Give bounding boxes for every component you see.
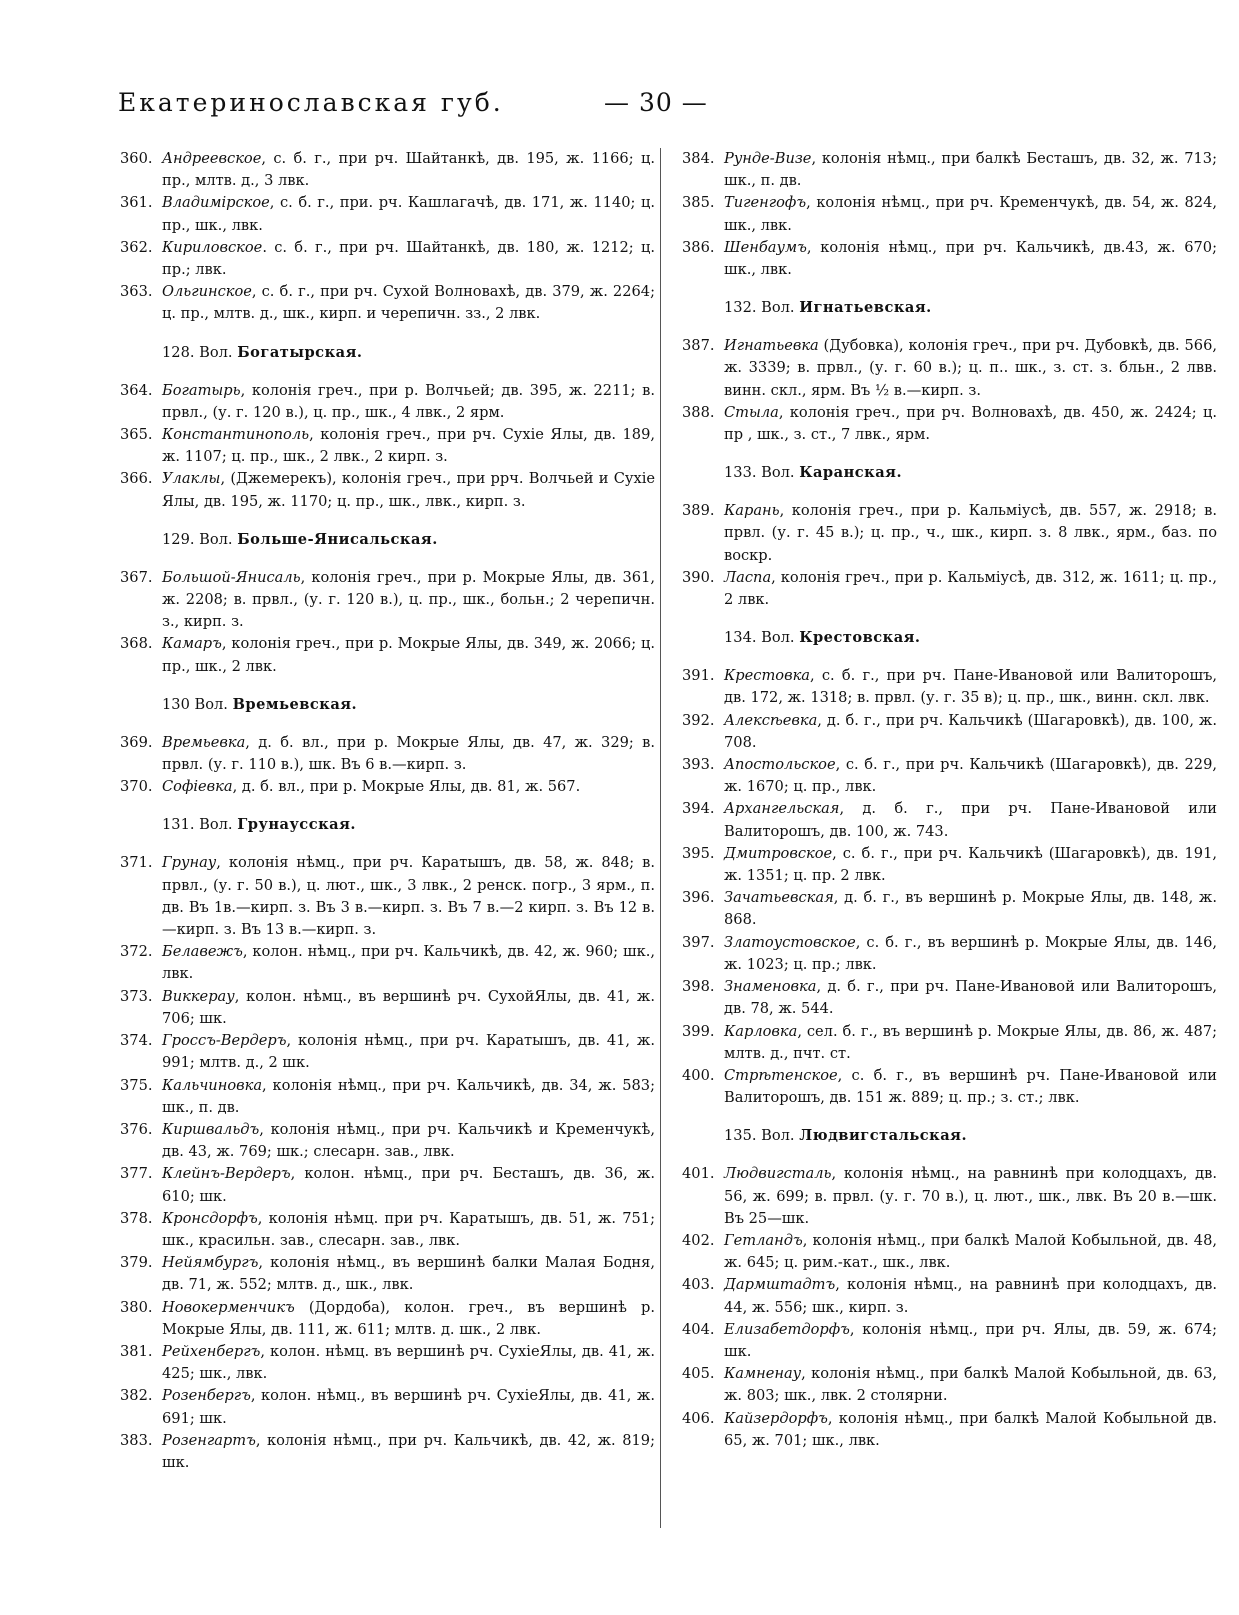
settlement-description: , колонія нѣмц., при балкѣ Бесташъ, дв. 32, ж. 713; шк., п. дв. bbox=[724, 150, 1217, 190]
entry-number: 379. bbox=[120, 1254, 153, 1272]
volost-prefix: Вол. bbox=[761, 1127, 795, 1145]
entry-number: 385. bbox=[682, 194, 715, 212]
settlement-entry bbox=[672, 932, 1217, 976]
settlement-description: , колонія греч., при рч. Волновахѣ, дв. 450, ж. 2424; ц. пр , шк., з. ст., 7 лвк., ярм. bbox=[724, 403, 1217, 444]
settlement-name: Киршвальдъ bbox=[162, 1120, 260, 1138]
settlement-description: , колонія нѣмц., при рч. Ялы, дв. 59, ж. 674; шк. bbox=[724, 1320, 1217, 1360]
volost-prefix: Вол. bbox=[761, 464, 795, 482]
settlement-name: Карань bbox=[724, 502, 780, 520]
settlement-entry bbox=[672, 1363, 1217, 1407]
settlement-name: Розенбергъ bbox=[162, 1387, 251, 1405]
settlement-entry bbox=[672, 1230, 1217, 1274]
settlement-entry bbox=[672, 843, 1217, 887]
settlement-description: , д. б. вл., при р. Мокрые Ялы, дв. 81, ж. 567. bbox=[232, 778, 581, 796]
settlement-description: , колонія нѣмц., при балкѣ Малой Кобыльной, дв. 63, ж. 803; шк., лвк. 2 столярни. bbox=[724, 1365, 1217, 1405]
settlement-name: Рейхенбергъ bbox=[162, 1342, 261, 1360]
volost-number: 134. bbox=[724, 629, 757, 647]
settlement-description: , колонія нѣмц., на равнинѣ при колодцахъ, дв. 44, ж. 556; шк., кирп. з. bbox=[724, 1276, 1217, 1316]
entry-number: 368. bbox=[120, 635, 153, 653]
volost-prefix: Вол. bbox=[199, 530, 233, 548]
volost-number: 133. bbox=[724, 464, 757, 482]
volost-heading bbox=[672, 1109, 1217, 1163]
entry-number: 402. bbox=[682, 1231, 715, 1249]
settlement-entry bbox=[672, 402, 1217, 446]
settlement-name: Игнатьевка bbox=[724, 337, 819, 355]
page-number: — 30 — bbox=[604, 88, 708, 117]
volost-name: Времьевская. bbox=[232, 695, 358, 713]
settlement-name: Елизабетдорфъ bbox=[724, 1320, 850, 1338]
entry-number: 388. bbox=[682, 403, 715, 421]
settlement-entry bbox=[672, 1163, 1217, 1230]
settlement-name: Камненау bbox=[724, 1365, 802, 1383]
entry-number: 371. bbox=[120, 854, 153, 872]
settlement-name: Большой-Янисаль bbox=[162, 568, 301, 586]
settlement-description: , колон. нѣмц. въ вершинѣ рч. СухіеЯлы, дв. 41, ж. 425; шк., лвк. bbox=[162, 1342, 655, 1383]
settlement-description: , колонія нѣмц., въ вершинѣ балки Малая Бодня, дв. 71, ж. 552; млтв. д., шк., лвк. bbox=[162, 1254, 655, 1294]
settlement-entry bbox=[672, 976, 1217, 1020]
settlement-entry bbox=[110, 237, 655, 281]
settlement-name: Алексѣевка bbox=[724, 711, 818, 729]
settlement-name: Улаклы bbox=[162, 470, 221, 488]
settlement-entry bbox=[110, 852, 655, 941]
volost-name: Грунаусская. bbox=[237, 816, 356, 834]
settlement-entry bbox=[110, 424, 655, 468]
settlement-description: , колонія греч., при р. Кальміусѣ, дв. 557, ж. 2918; в. првл. (у. г. 45 в.); ц. пр., ч., шк., кирп. з. 8 лвк., ярм., баз. по воскр. bbox=[724, 502, 1217, 564]
volost-heading bbox=[110, 798, 655, 852]
entry-number: 364. bbox=[120, 381, 153, 399]
entry-number: 404. bbox=[682, 1320, 715, 1338]
entry-number: 392. bbox=[682, 711, 715, 729]
volost-name: Крестовская. bbox=[799, 629, 921, 647]
entry-number: 400. bbox=[682, 1066, 715, 1084]
settlement-description: , д. б. вл., при р. Мокрые Ялы, дв. 47, ж. 329; в. првл. (у. г. 110 в.), шк. Въ 6 в.—кирп. з. bbox=[162, 733, 655, 774]
settlement-description: , колонія нѣмц., при рч. Каратышъ, дв. 41, ж. 991; млтв. д., 2 шк. bbox=[162, 1032, 655, 1072]
settlement-name: Тигенгофъ bbox=[724, 194, 807, 212]
entry-number: 390. bbox=[682, 568, 715, 586]
settlement-name: Софіевка bbox=[162, 778, 233, 796]
settlement-name: Константинополь bbox=[162, 426, 310, 444]
settlement-name: Клейнъ-Вердеръ bbox=[162, 1165, 291, 1183]
settlement-entry bbox=[110, 281, 655, 325]
settlement-entry bbox=[110, 1252, 655, 1296]
settlement-name: Грунау bbox=[162, 854, 217, 872]
volost-prefix: Вол. bbox=[199, 343, 233, 361]
settlement-name: Владимірское bbox=[162, 194, 270, 212]
entry-number: 360. bbox=[120, 150, 153, 167]
entry-number: 384. bbox=[682, 150, 715, 167]
settlement-description: , с. б. г., при рч. Кальчикѣ (Шагаровкѣ), дв. 229, ж. 1670; ц. пр., лвк. bbox=[724, 756, 1217, 796]
settlement-name: Камаръ bbox=[162, 635, 222, 653]
settlement-entry bbox=[110, 1430, 655, 1474]
settlement-name: Стыла bbox=[724, 403, 779, 421]
settlement-description: , колонія нѣмц., при рч. Кальчикѣ, дв.43, ж. 670; шк., лвк. bbox=[724, 238, 1217, 279]
settlement-name: Шенбаумъ bbox=[724, 238, 807, 256]
right-column bbox=[672, 148, 1217, 1452]
entry-number: 375. bbox=[120, 1076, 153, 1094]
volost-heading bbox=[110, 678, 655, 732]
settlement-entry bbox=[672, 665, 1217, 709]
entry-number: 393. bbox=[682, 756, 715, 774]
volost-number: 135. bbox=[724, 1127, 757, 1145]
entry-number: 382. bbox=[120, 1387, 153, 1405]
entry-number: 367. bbox=[120, 568, 153, 586]
settlement-entry bbox=[672, 567, 1217, 611]
settlement-description: , сел. б. г., въ вершинѣ р. Мокрые Ялы, дв. 86, ж. 487; млтв. д., пчт. ст. bbox=[724, 1022, 1217, 1062]
settlement-entry bbox=[672, 1021, 1217, 1065]
volost-number: 129. bbox=[162, 530, 195, 548]
settlement-name: Кронсдорфъ bbox=[162, 1209, 258, 1227]
settlement-name: Архангельская bbox=[724, 800, 840, 818]
entry-number: 386. bbox=[682, 238, 715, 256]
entry-number: 401. bbox=[682, 1165, 715, 1183]
volost-name: Людвигстальская. bbox=[799, 1127, 968, 1145]
entry-number: 361. bbox=[120, 194, 153, 212]
settlement-description: , д. б. г., въ вершинѣ р. Мокрые Ялы, дв. 148, ж. 868. bbox=[724, 889, 1217, 929]
volost-number: 131. bbox=[162, 816, 195, 834]
settlement-name: Кириловское bbox=[162, 238, 263, 256]
settlement-name: Зачатьевская bbox=[724, 889, 834, 907]
volost-number: 128. bbox=[162, 343, 195, 361]
settlement-name: Гроссъ-Вердеръ bbox=[162, 1032, 287, 1050]
settlement-name: Нейямбургъ bbox=[162, 1254, 259, 1272]
entry-number: 374. bbox=[120, 1032, 153, 1050]
settlement-description: , колон. нѣмц., въ вершинѣ рч. СухойЯлы, дв. 41, ж. 706; шк. bbox=[162, 987, 655, 1027]
settlement-name: Андреевское bbox=[162, 150, 262, 167]
settlement-name: Дармштадтъ bbox=[724, 1276, 836, 1294]
settlement-name: Кальчиновка bbox=[162, 1076, 263, 1094]
settlement-entry bbox=[672, 335, 1217, 402]
volost-heading bbox=[110, 326, 655, 380]
settlement-description: , колонія нѣмц., при балкѣ Малой Кобыльной дв. 65, ж. 701; шк., лвк. bbox=[724, 1409, 1217, 1449]
settlement-description: , колонія греч., при р. Кальміусѣ, дв. 312, ж. 1611; ц. пр., 2 лвк. bbox=[724, 568, 1217, 609]
settlement-description: , колонія греч., при рч. Сухіе Ялы, дв. 189, ж. 1107; ц. пр., шк., 2 лвк., 2 кирп. з. bbox=[162, 426, 655, 466]
settlement-description: . с. б. г., при рч. Шайтанкѣ, дв. 180, ж. 1212; ц. пр.; лвк. bbox=[162, 238, 655, 279]
settlement-name: Ласпа bbox=[724, 568, 772, 586]
volost-prefix: Вол. bbox=[761, 299, 795, 317]
settlement-entry bbox=[110, 1163, 655, 1207]
entry-number: 406. bbox=[682, 1409, 715, 1427]
entry-number: 391. bbox=[682, 667, 715, 685]
settlement-description: , колонія нѣмц., при балкѣ Малой Кобыльной, дв. 48, ж. 645; ц. рим.-кат., шк., лвк. bbox=[724, 1231, 1217, 1272]
settlement-entry bbox=[110, 148, 655, 192]
settlement-name: Рунде-Визе bbox=[724, 150, 812, 167]
settlement-entry bbox=[110, 1341, 655, 1385]
volost-prefix: Вол. bbox=[199, 816, 233, 834]
entry-number: 377. bbox=[120, 1165, 153, 1183]
settlement-name: Апостольское bbox=[724, 756, 836, 774]
settlement-description: , колонія нѣмц., при рч. Кальчикѣ, дв. 42, ж. 819; шк. bbox=[162, 1431, 655, 1471]
settlement-entry bbox=[110, 986, 655, 1030]
running-title: Екатеринославская губ. bbox=[118, 88, 504, 117]
entry-number: 398. bbox=[682, 978, 715, 996]
settlement-description: , с. б. г., въ вершинѣ р. Мокрые Ялы, дв. 146, ж. 1023; ц. пр.; лвк. bbox=[724, 933, 1217, 973]
entry-number: 387. bbox=[682, 337, 715, 355]
page-header bbox=[118, 88, 1118, 124]
settlement-entry bbox=[672, 500, 1217, 567]
entry-number: 372. bbox=[120, 943, 153, 961]
settlement-description: , д. б. г., при рч. Пане-Ивановой или Валиторошъ, дв. 78, ж. 544. bbox=[724, 978, 1217, 1018]
entry-number: 370. bbox=[120, 778, 153, 796]
settlement-name: Розенгартъ bbox=[162, 1431, 256, 1449]
settlement-description: , (Джемерекъ), колонія греч., при ррч. Волчьей и Сухіе Ялы, дв. 195, ж. 1170; ц. пр., шк., лвк., кирп. з. bbox=[162, 470, 655, 510]
settlement-entry bbox=[672, 148, 1217, 192]
settlement-name: Златоустовское bbox=[724, 933, 856, 951]
volost-number: 132. bbox=[724, 299, 757, 317]
entry-number: 380. bbox=[120, 1298, 153, 1316]
settlement-entry bbox=[672, 887, 1217, 931]
settlement-description: , с. б. г., при. рч. Кашлагачѣ, дв. 171, ж. 1140; ц. пр., шк., лвк. bbox=[162, 194, 655, 234]
settlement-description: , колонія греч., при р. Мокрые Ялы, дв. 361, ж. 2208; в. првл., (у. г. 120 в.), ц. пр., шк., больн.; 2 черепичн. з., кирп. з. bbox=[162, 568, 655, 631]
volost-name: Больше-Янисальская. bbox=[237, 530, 438, 548]
settlement-description: , колонія нѣмц., при рч. Кременчукѣ, дв. 54, ж. 824, шк., лвк. bbox=[724, 194, 1217, 234]
entry-number: 365. bbox=[120, 426, 153, 444]
settlement-name: Новокерменчикъ bbox=[162, 1298, 295, 1316]
settlement-entry bbox=[110, 468, 655, 512]
settlement-name: Гетландъ bbox=[724, 1231, 803, 1249]
settlement-entry bbox=[672, 1065, 1217, 1109]
volost-name: Богатырская. bbox=[237, 343, 363, 361]
settlement-entry bbox=[110, 1030, 655, 1074]
settlement-entry bbox=[110, 732, 655, 776]
entry-number: 381. bbox=[120, 1342, 153, 1360]
settlement-description: , колонія греч., при р. Волчьей; дв. 395, ж. 2211; в. првл., (у. г. 120 в.), ц. пр., шк., 4 лвк., 2 ярм. bbox=[162, 381, 655, 421]
settlement-name: Крестовка bbox=[724, 667, 810, 685]
entry-number: 389. bbox=[682, 502, 715, 520]
settlement-description: , с. б. г., въ вершинѣ рч. Пане-Ивановой или Валиторошъ, дв. 151 ж. 889; ц. пр.; з. ст.; лвк. bbox=[724, 1066, 1217, 1107]
entry-number: 362. bbox=[120, 238, 153, 256]
settlement-entry bbox=[672, 754, 1217, 798]
volost-heading bbox=[672, 611, 1217, 665]
settlement-entry bbox=[672, 1274, 1217, 1318]
entry-number: 395. bbox=[682, 844, 715, 862]
entry-number: 369. bbox=[120, 733, 153, 751]
entry-number: 403. bbox=[682, 1276, 715, 1294]
settlement-entry bbox=[110, 380, 655, 424]
settlement-description: , колонія нѣмц., на равнинѣ при колодцахъ, дв. 56, ж. 699; в. првл. (у. г. 70 в.), ц. лют., шк., лвк. Въ 20 в.—шк. Въ 25—шк. bbox=[724, 1165, 1217, 1227]
settlement-entry bbox=[110, 776, 655, 798]
entry-number: 383. bbox=[120, 1431, 153, 1449]
settlement-entry bbox=[110, 567, 655, 634]
settlement-entry bbox=[110, 1075, 655, 1119]
settlement-description: , с. б. г., при рч. Кальчикѣ (Шагаровкѣ), дв. 191, ж. 1351; ц. пр. 2 лвк. bbox=[724, 844, 1217, 885]
settlement-description: (Дордоба), колон. греч., въ вершинѣ р. Мокрые Ялы, дв. 111, ж. 611; млтв. д. шк., 2 лвк. bbox=[162, 1298, 655, 1338]
settlement-name: Времьевка bbox=[162, 733, 246, 751]
entry-number: 397. bbox=[682, 933, 715, 951]
volost-name: Каранская. bbox=[799, 464, 903, 482]
entry-number: 373. bbox=[120, 987, 153, 1005]
settlement-entry bbox=[672, 798, 1217, 842]
settlement-description: , с. б. г., при рч. Пане-Ивановой или Валиторошъ, дв. 172, ж. 1318; в. првл. (у. г. 35 в); ц. пр., шк., винн. скл. лвк. bbox=[724, 667, 1217, 707]
entry-number: 363. bbox=[120, 283, 153, 301]
settlement-entry bbox=[672, 710, 1217, 754]
settlement-description: , с. б. г., при рч. Сухой Волновахѣ, дв. 379, ж. 2264; ц. пр., млтв. д., шк., кирп. и черепичн. зз., 2 лвк. bbox=[162, 283, 655, 323]
settlement-description: (Дубовка), колонія греч., при рч. Дубовкѣ, дв. 566, ж. 3339; в. првл., (у. г. 60 в.); ц. п.. шк., з. ст. з. бльн., 2 лвв. винн. скл., ярм. Въ ½ в.—кирп. з. bbox=[724, 337, 1217, 399]
settlement-description: , колон. нѣмц., въ вершинѣ рч. СухіеЯлы, дв. 41, ж. 691; шк. bbox=[162, 1387, 655, 1427]
settlement-name: Виккерау bbox=[162, 987, 235, 1005]
settlement-entry bbox=[110, 941, 655, 985]
settlement-description: , колонія нѣмц., при рч. Кальчикѣ и Кременчукѣ, дв. 43, ж. 769; шк.; слесарн. зав., лвк. bbox=[162, 1120, 655, 1161]
entry-number: 399. bbox=[682, 1022, 715, 1040]
entry-number: 394. bbox=[682, 800, 715, 818]
settlement-name: Карловка bbox=[724, 1022, 798, 1040]
settlement-name: Белавежъ bbox=[162, 943, 243, 961]
settlement-entry bbox=[672, 1319, 1217, 1363]
settlement-entry bbox=[110, 1208, 655, 1252]
settlement-description: , колонія греч., при р. Мокрые Ялы, дв. 349, ж. 2066; ц. пр., шк., 2 лвк. bbox=[162, 635, 655, 675]
entry-number: 378. bbox=[120, 1209, 153, 1227]
entry-number: 366. bbox=[120, 470, 153, 488]
entry-number: 396. bbox=[682, 889, 715, 907]
settlement-name: Богатырь bbox=[162, 381, 241, 399]
settlement-entry bbox=[110, 192, 655, 236]
column-divider bbox=[660, 148, 661, 1528]
settlement-entry bbox=[110, 1119, 655, 1163]
volost-name: Игнатьевская. bbox=[799, 299, 932, 317]
volost-prefix: Вол. bbox=[194, 695, 228, 713]
settlement-entry bbox=[672, 192, 1217, 236]
volost-heading bbox=[110, 513, 655, 567]
volost-heading bbox=[672, 446, 1217, 500]
settlement-description: , колон. нѣмц., при рч. Бесташъ, дв. 36, ж. 610; шк. bbox=[162, 1165, 655, 1205]
volost-heading bbox=[672, 281, 1217, 335]
settlement-entry bbox=[110, 1297, 655, 1341]
settlement-description: , д. б. г., при рч. Пане-Ивановой или Валиторошъ, дв. 100, ж. 743. bbox=[724, 800, 1217, 840]
settlement-name: Кайзердорфъ bbox=[724, 1409, 828, 1427]
left-column bbox=[110, 148, 655, 1474]
settlement-description: , колонія нѣмц., при рч. Кальчикѣ, дв. 34, ж. 583; шк., п. дв. bbox=[162, 1076, 655, 1116]
settlement-entry bbox=[110, 633, 655, 677]
settlement-description: , с. б. г., при рч. Шайтанкѣ, дв. 195, ж. 1166; ц. пр., млтв. д., 3 лвк. bbox=[162, 150, 655, 190]
entry-number: 405. bbox=[682, 1365, 715, 1383]
settlement-name: Стрѣтенское bbox=[724, 1066, 838, 1084]
settlement-name: Людвигсталь bbox=[724, 1165, 832, 1183]
settlement-entry bbox=[672, 1408, 1217, 1452]
settlement-entry bbox=[110, 1385, 655, 1429]
settlement-description: , колонія нѣмц., при рч. Каратышъ, дв. 58, ж. 848; в. првл., (у. г. 50 в.), ц. лют., шк., 3 лвк., 2 ренск. погр., 3 ярм., п. дв. Въ 1в.—кирп. з. Въ 3 в.—кирп. з. Въ 7 в.—2 кирп. з. Въ 12 в.—кирп. з. Въ 13 в.—кирп. з. bbox=[162, 854, 655, 939]
volost-prefix: Вол. bbox=[761, 629, 795, 647]
settlement-name: Дмитровское bbox=[724, 844, 833, 862]
settlement-name: Знаменовка bbox=[724, 978, 817, 996]
volost-number: 130 bbox=[162, 695, 190, 713]
settlement-description: , колон. нѣмц., при рч. Кальчикѣ, дв. 42, ж. 960; шк., лвк. bbox=[162, 943, 655, 983]
settlement-entry bbox=[672, 237, 1217, 281]
entry-number: 376. bbox=[120, 1120, 153, 1138]
settlement-description: , колонія нѣмц. при рч. Каратышъ, дв. 51, ж. 751; шк., красильн. зав., слесарн. зав., лвк. bbox=[162, 1209, 655, 1249]
settlement-name: Ольгинское bbox=[162, 283, 252, 301]
settlement-description: , д. б. г., при рч. Кальчикѣ (Шагаровкѣ), дв. 100, ж. 708. bbox=[724, 711, 1217, 751]
